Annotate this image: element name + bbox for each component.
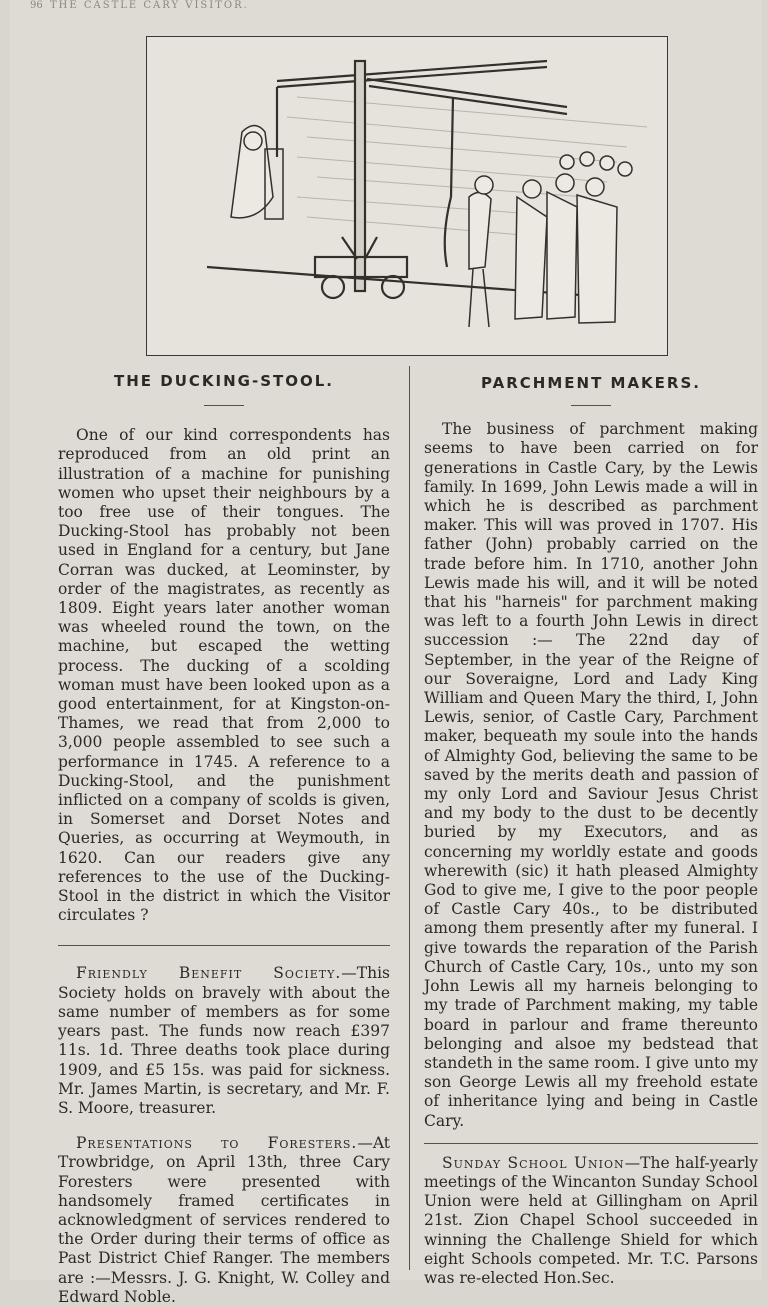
friendly-society-lead: Friendly Benefit Society. bbox=[76, 964, 342, 983]
foresters-lead: Presentations to Foresters. bbox=[76, 1134, 358, 1153]
sunday-school-article bbox=[424, 1154, 758, 1288]
parchment-makers-article: The business of parchment making seems to have been carried on for generations in Castle Cary, by the Lewis family. In 1699, John Lewis made a will in which he is described as parchment maker. This will was proved in 1707. His father (John) probably carried on the trade before him. In 1710, another John Lewis made his will, and it will be noted that his "harneis" for parchment making was left to a fourth John Lewis in direct succession :— The 22nd day of September, in the year of the Reigne of our Soveraigne, Lord and Lady King William and Queen Mary the third, I, John Lewis, senior, of Castle Cary, Parchment maker, bequeath my soule into the hands of Almighty God, believing the same to be saved by the merits death and passion of my only Lord and Saviour Jesus Christ and my body to the dust to be decently buried by my Executors, and as concerning my worldly estate and goods wherewith (sic) it hath pleased Almighty God to give me, I give to the poor people of Castle Cary 40s., to be distributed among them presently after my funeral. I give towards the reparation of the Parish Church of Castle Cary, 10s., unto my son John Lewis all my harneis belonging to my trade of Parchment making, my table board in parlour and frame thereunto belonging and alsoe my bedstead that standeth in the same room. I give unto my son George Lewis all my freehold estate of inheritance lying and being in Castle Cary. bbox=[424, 420, 758, 1130]
ducking-stool-title: THE DUCKING-STOOL. bbox=[114, 372, 334, 390]
friendly-society-text: —This Society holds on bravely with about the same number of members as for some years past. The funds now reach £397 11s. 1d. Three deaths took place during 1909, and £5 15s. was paid for sickness. Mr. James Martin, is secretary, and Mr. F. S. Moore, treasurer. bbox=[58, 964, 390, 1117]
section-divider bbox=[58, 945, 390, 946]
title-rule bbox=[571, 405, 611, 406]
ducking-stool-article: One of our kind correspondents has reproduced from an old print an illustration of a machine for punishing women who upset their neighbours by a too free use of their tongues. The Ducking-Stool has probably not been used in England for a century, but Jane Corran was ducked, at Leominster, by order of the magistrates, as recently as 1809. Eight years later another woman was wheeled round the town, on the machine, but escaped the wetting process. The ducking of a scolding woman must have been looked upon as a good entertainment, for at Kingston-on-Thames, we read that from 2,000 to 3,000 people assembled to see such a performance in 1745. A reference to a Ducking-Stool, and the punishment inflicted on a company of scolds is given, in Somerset and Dorset Notes and Queries, as occurring at Weymouth, in 1620. Can our readers give any references to the use of the Ducking-Stool in the district in which the Visitor circulates ? bbox=[58, 426, 390, 925]
woodcut-image bbox=[147, 37, 667, 355]
column-divider bbox=[409, 366, 410, 1270]
title-rule bbox=[204, 405, 244, 406]
running-head: THE CASTLE CARY VISITOR. bbox=[50, 0, 249, 8]
foresters-article bbox=[58, 1134, 390, 1307]
sunday-school-text: —The half-yearly meetings of the Wincanton Sunday School Union were held at Gillingham on April 21st. Zion Chapel School succeeded in winning the Challenge Shield for which eight Schools competed. Mr. T.C. Parsons was re-elected Hon.Sec. bbox=[424, 1153, 758, 1287]
right-column bbox=[424, 374, 758, 1288]
foresters-text: —At Trowbridge, on April 13th, three Cary Foresters were presented with handsomely framed certificates in acknowledgment of services rendered to the Order during their terms of office as Past District Chief Ranger. The members are :—Messrs. J. G. Knight, W. Colley and Edward Noble. bbox=[58, 1134, 390, 1306]
sunday-school-lead: Sunday School Union bbox=[442, 1153, 625, 1172]
newspaper-page bbox=[10, 0, 762, 1306]
parchment-makers-title: PARCHMENT MAKERS. bbox=[481, 374, 701, 392]
left-column bbox=[58, 372, 390, 1307]
page-number: 96 bbox=[30, 0, 43, 11]
section-divider bbox=[424, 1143, 758, 1144]
ducking-stool-illustration bbox=[146, 36, 668, 356]
friendly-society-article bbox=[58, 964, 390, 1118]
